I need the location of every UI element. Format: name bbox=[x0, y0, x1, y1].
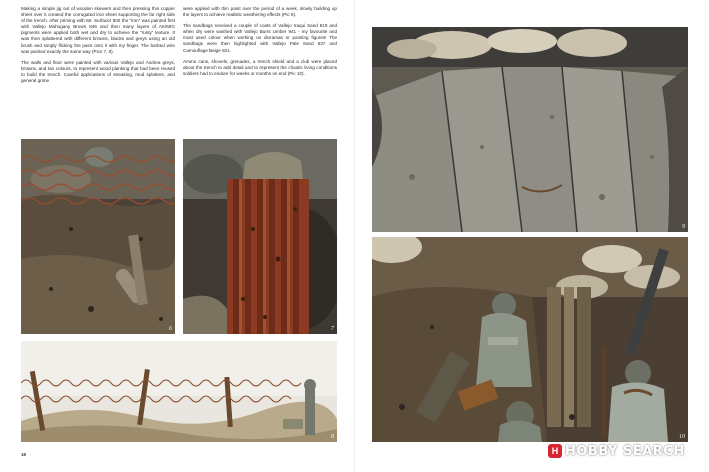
paragraph: Making a simple jig out of wooden skewers and then pressing thin copper sheet over it created the corrugated iron sheet supporting the far right side of the trench. After priming with Mr. Surfacer 500 the “iron” was painted first with Vallejo Mahogany Brown 846 and then many layers of AK/MIG pigments were applied both wet and dry to achieve the “rusty” texture. It was then splattered with different browns, blacks and greys using an old brush and simply flicking the paint onto it with my finger. The barbed wire was painted exactly the same way (Pics 7, 8). bbox=[21, 6, 175, 54]
photo-barbed-wire-shell bbox=[21, 139, 175, 334]
figure-number: 9 bbox=[682, 224, 685, 230]
spine-gutter bbox=[354, 0, 355, 472]
photo-trench-planks bbox=[372, 27, 688, 232]
figure-number: 6 bbox=[169, 326, 172, 332]
paragraph: Ammo cans, shovels, grenades, a trench shield and a club were placed about the trench to add detail and to represent the chaotic living conditions soldiers had to endure for weeks or months on end (Pic 10). bbox=[183, 58, 337, 76]
figure-number: 10 bbox=[679, 434, 685, 440]
figure-number: 7 bbox=[331, 326, 334, 332]
text-column-1 bbox=[21, 6, 175, 89]
figure-number: 8 bbox=[331, 434, 334, 440]
photo-corrugated-iron bbox=[183, 139, 337, 334]
hobby-search-logo-icon: H bbox=[548, 444, 562, 458]
watermark-text: HOBBY SEARCH bbox=[565, 443, 685, 459]
paragraph: were applied with thin paint over the period of a week, slowly building up the layers to achieve realistic weathering effects (Pic 9). bbox=[183, 6, 337, 18]
paragraph: The sandbags received a couple of coats of Vallejo Iraqui Sand 819 and when dry were washed with Vallejo Burnt Umber 941 - my favourite and most used colour when working on dioramas or painting figures! The sandbags were then highlighted with Vallejo Pale Sand 837 and Camouflage Beige 821. bbox=[183, 23, 337, 53]
photo-soldiers-trench bbox=[372, 237, 688, 442]
photo-barbed-wire-fence bbox=[21, 341, 337, 442]
paragraph: The walls and floor were painted with various Vallejo and Andrea greys, browns, and tan colours, to represent wood planking that had been reused to build the trench. Careful applications of streaking, mud splatters, and general grime bbox=[21, 59, 175, 84]
page-number: 16 bbox=[21, 452, 27, 457]
hobby-search-watermark bbox=[548, 441, 685, 461]
text-column-2 bbox=[183, 6, 337, 82]
